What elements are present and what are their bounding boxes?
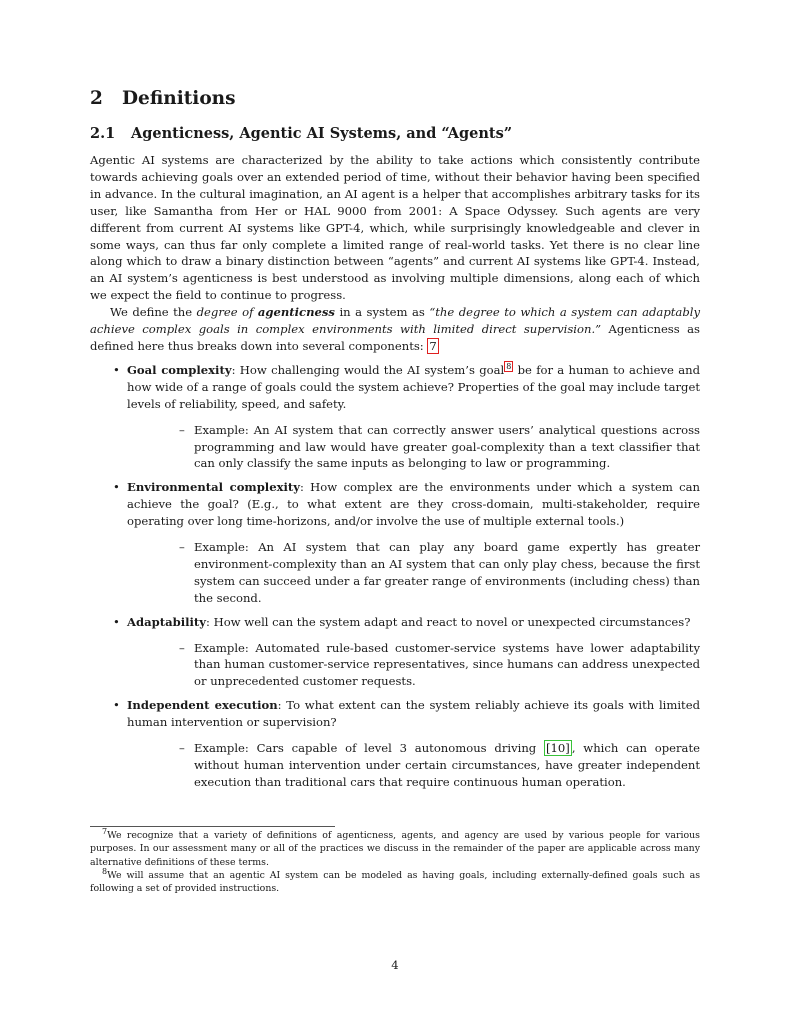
footnote-7: $^7$We recognize that a variety of definitions of agenticness, agents, and agency are used by various people for various purposes. In our assessment many or all of the practices we discuss in the remainder of the paper are applicable across many alternative definitions of these terms. <box>90 826 700 868</box>
page-number: 4 <box>391 958 399 972</box>
bullet-icon: • <box>113 614 120 629</box>
definition-quote: “the degree to which a system can adaptably achieve complex goals in complex environments with limited direct supervision.” <box>90 305 700 337</box>
bullet-term: Adaptability <box>127 614 206 629</box>
components-list <box>90 362 700 791</box>
footnote-link-7[interactable]: 7 <box>429 338 437 353</box>
list-item-environmental-complexity: • Environmental complexity: How complex are the environments under which a system can achieve the goal? (E.g., to what extent are they cross-domain, multi-stakeholder, require operating over long time-horizons, and/or involve the use of multiple external tools.) – Example: An AI system that can play any board game expertly has greater environment-complexity than an AI system that can only play chess, because the first system can succeed under a far greater range of environments (including chess) than the second. <box>113 480 700 605</box>
example-item: – Example: Cars capable of level 3 autonomous driving [10] , which can operate without human intervention under certain circumstances, have greater independent execution than traditional cars that require continuous human operation. <box>179 741 700 789</box>
example-item: – Example: An AI system that can play any board game expertly has greater environment-complexity than an AI system that can only play chess, because the first system can succeed under a far greater range of environments (including chess) than the second. <box>179 540 700 605</box>
subsection-number: 2.1 <box>90 125 116 142</box>
paragraph-intro: Agentic AI systems are characterized by the ability to take actions which consistently contribute towards achieving goals over an extended period of time, without their behavior having been specified in advance. In the cultural imagination, an AI agent is a helper that accomplishes arbitrary tasks for its user, like Samantha from Her or HAL 9000 from 2001: A Space Odyssey. Such agents are very different from current AI systems like GPT-4, which, while surprisingly knowledgeable and clever in some ways, can thus far only complete a limited range of real-world tasks. Yet there is no clear line along which to draw a binary distinction between “agents” and current AI systems like GPT-4. Instead, an AI system’s agenticness is best understood as involving multiple dimensions, along each of which we expect the field to continue to progress. <box>90 153 700 303</box>
footnote-link-8[interactable]: 8 <box>506 362 512 372</box>
subsection-heading <box>90 125 512 142</box>
list-item-independent-execution: • Independent execution: To what extent can the system reliably achieve its goals with limited human intervention or supervision? – Example: Cars capable of level 3 autonomous driving [10] , which can operate without human intervention under certain circumstances, have greater independent execution than traditional cars that require continuous human operation. <box>113 698 700 789</box>
example-item: – Example: Automated rule-based customer-service systems have lower adaptability than human customer-service representatives, since humans can address unexpected or unprecedented customer requests. <box>179 640 700 689</box>
section-heading <box>90 88 236 109</box>
paragraph-definition: We define the degree of agenticness in a system as “the degree to which a system can adaptably achieve complex goals in complex environments with limited direct supervision.” Agenticness as defined here thus breaks down into several components: 7 <box>90 305 700 353</box>
dash-icon: – <box>179 741 185 756</box>
body-text <box>90 152 700 798</box>
section-title: Definitions <box>122 88 236 109</box>
example-item: – Example: An AI system that can correctly answer users’ analytical questions across programming and law would have greater goal-complexity than a text classifier that can only classify the same inputs as belonging to law or programming. <box>179 422 700 471</box>
footnote-8: $^8$We will assume that an agentic AI system can be modeled as having goals, including externally-defined goals such as following a set of provided instructions. <box>90 866 700 895</box>
dash-icon: – <box>179 540 185 555</box>
subsection-title: Agenticness, Agentic AI Systems, and “Agents” <box>131 125 513 142</box>
bullet-icon: • <box>113 698 120 713</box>
bullet-term: Independent execution <box>127 698 278 713</box>
bullet-icon: • <box>113 480 120 495</box>
dash-icon: – <box>179 422 185 437</box>
bullet-icon: • <box>113 362 120 377</box>
list-item-adaptability: • Adaptability: How well can the system adapt and react to novel or unexpected circumstances? – Example: Automated rule-based customer-service systems have lower adaptability than human customer-service representatives, since humans can address unexpected or unprecedented customer requests. <box>113 614 700 689</box>
citation-link-10[interactable]: [10] <box>546 741 570 756</box>
bullet-term: Environmental complexity <box>127 480 300 495</box>
dash-icon: – <box>179 640 185 655</box>
bullet-term: Goal complexity <box>127 362 232 377</box>
footnotes <box>90 826 700 895</box>
list-item-goal-complexity: • Goal complexity: How challenging would the AI system’s goal $^8$ be for a human to achieve and how wide of a range of goals could the system achieve? Properties of the goal may include target levels of reliability, speed, and safety. – Example: An AI system that can correctly answer users’ analytical questions across programming and law would have greater goal-complexity than a text classifier that can only classify the same inputs as belonging to law or programming. <box>113 362 700 471</box>
footnote-divider <box>90 826 335 827</box>
section-number: 2 <box>90 88 103 109</box>
